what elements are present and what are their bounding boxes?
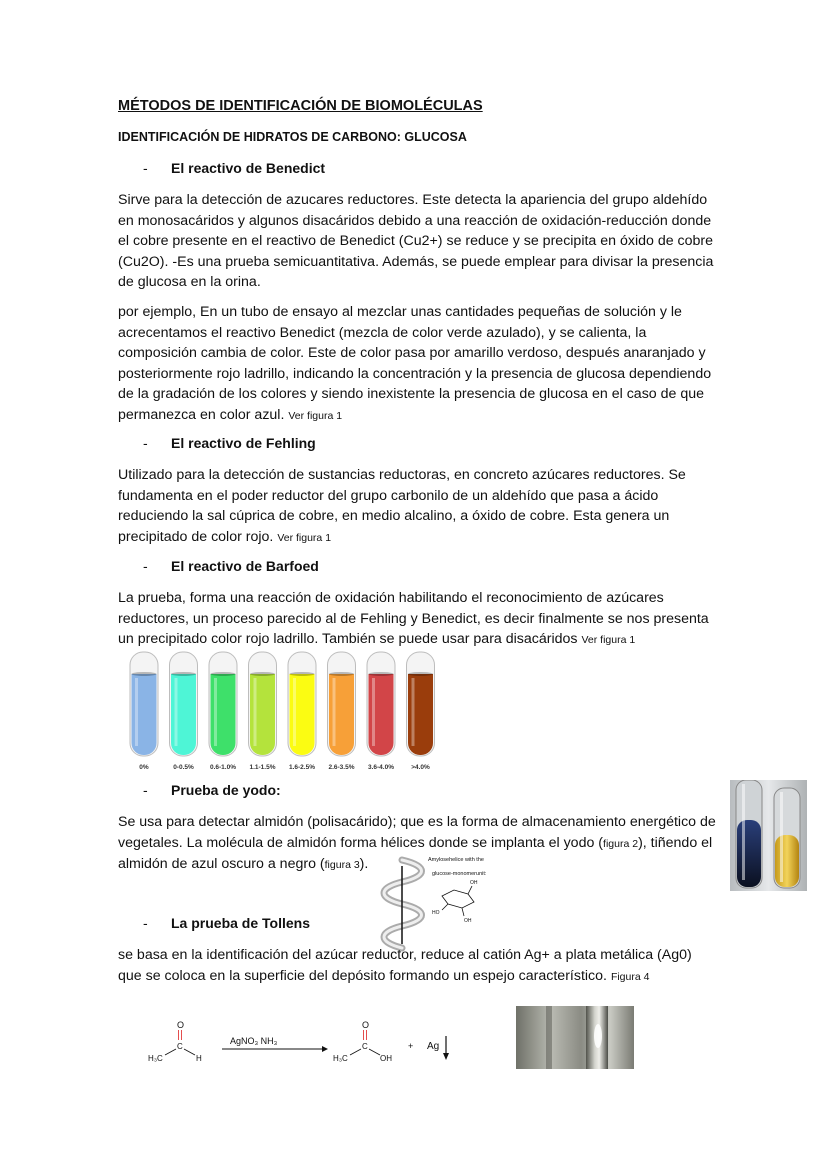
silver-mirror-photo (516, 1006, 634, 1069)
tube-label: 1.1-1.5% (249, 764, 276, 771)
hydroxyl-label: OH (380, 1054, 392, 1063)
bullet-dash: - (143, 915, 148, 931)
methyl-label: H₃C (333, 1054, 348, 1063)
carbon-label: C (362, 1042, 368, 1051)
barfoed-paragraph (118, 588, 718, 651)
glucose-ring-icon (442, 886, 474, 916)
yodo-heading (143, 782, 281, 798)
plus-sign: + (408, 1041, 414, 1051)
oh-label: OH (470, 880, 478, 886)
yodo-text-a: Se usa para detectar almidón (polisacárido); que es la forma de almacenamiento energético de vegetales. La molécula de almidón forma hélices donde se implanta el yodo ( (118, 814, 716, 851)
tube-label: 0.6-1.0% (209, 764, 237, 771)
oxygen-label: O (362, 1020, 370, 1030)
bullet-dash: - (143, 435, 148, 451)
barfoed-heading-text: El reactivo de Barfoed (171, 558, 319, 574)
tube-label: >4.0% (411, 764, 430, 771)
oh-label: OH (464, 918, 472, 924)
benedict-paragraph-1: Sirve para la detección de azucares reductores. Este detecta la apariencia del grupo aldehído en monosacáridos y algunos disacáridos debido a una reacción de oxidación-reducción donde el cobre presente en el reactivo de Benedict (Cu2+) se reduce y se precipita en óxido de cobre (Cu2O). -Es una prueba semicuantitativa. Además, se puede emplear para divisar la presencia de glucosa en la orina. (118, 192, 714, 291)
tube-label: 3.6-4.0% (367, 764, 395, 771)
tube-label: 1.6-2.5% (288, 764, 316, 771)
figure-reference: Figura 4 (610, 970, 650, 983)
barfoed-paragraph-text: La prueba, forma una reacción de oxidación habilitando el reconocimiento de azúcares reductores, un proceso parecido al de Fehling y Benedict, es decir finalmente se nos presenta un precipitado color rojo ladrillo. También se puede usar para disacáridos (118, 590, 709, 648)
oxygen-label: O (177, 1020, 185, 1030)
fehling-paragraph (118, 465, 718, 548)
reagent-label: AgNO₃ NH₃ (230, 1036, 278, 1046)
benedict-heading (143, 160, 325, 176)
section-subtitle: IDENTIFICACIÓN DE HIDRATOS DE CARBONO: GLUCOSA (118, 130, 467, 144)
carbon-label: C (177, 1042, 183, 1051)
tollens-paragraph (118, 945, 716, 987)
tube-label: 0% (139, 764, 149, 771)
fehling-heading-text: El reactivo de Fehling (171, 435, 316, 451)
bullet-dash: - (143, 782, 148, 798)
helix-caption-line-1: Amylosehelice with the (428, 857, 484, 863)
tollens-reaction-scheme (140, 1018, 470, 1070)
figure-reference: Ver figura 1 (581, 634, 636, 647)
yodo-text-c: ). (359, 856, 369, 873)
figure-reference: Ver figura 1 (288, 409, 343, 422)
bullet-dash: - (143, 160, 148, 176)
figure-reference: figura 3 (324, 859, 360, 872)
barfoed-heading (143, 558, 319, 574)
iodine-test-photo (730, 780, 807, 891)
benedict-heading-text: El reactivo de Benedict (171, 160, 326, 176)
page-title: MÉTODOS DE IDENTIFICACIÓN DE BIOMOLÉCULAS (118, 98, 483, 114)
tollens-heading-text: La prueba de Tollens (171, 915, 310, 931)
amylose-helix-figure (380, 852, 498, 952)
fehling-paragraph-text: Utilizado para la detección de sustancias reductoras, en concreto azúcares reductores. Se fundamenta en el poder reductor del grupo carbonilo de un aldehído que pasa a ácido reduciendo la sal cúprica de cobre, en medio alcalino, a óxido de cobre. Esta genera un precipitado de color rojo. (118, 467, 686, 545)
fehling-heading (143, 435, 316, 451)
figure-reference: figura 2 (603, 837, 639, 850)
helix-caption-line-2: glucose-monomerunit: (432, 871, 487, 877)
benedict-paragraph-2-text: por ejemplo, En un tubo de ensayo al mezclar unas cantidades pequeñas de solución y le acrecentamos el reactivo Benedict (mezcla de color verde azulado), y se calienta, la composición cambia de color. Este de color pasa por amarillo verdoso, después anaranjado y posteriormente rojo ladrillo, indicando la concentración y la presencia de glucosa dependiendo de la gradación de los colores y siendo inexistente la presencia de glucosa en el caso de que permanezca en color azul. (118, 304, 712, 423)
tube-label: 2.6-3.5% (328, 764, 355, 771)
tollens-paragraph-text: se basa en la identificación del azúcar reductor, reduce al catión Ag+ a plata metálica (Ag0) que se coloca en la superficie del depósito formando un espejo característico. (118, 947, 692, 984)
yodo-text-b: ), tiñendo el almidón de azul oscuro a negro ( (118, 834, 713, 873)
yodo-heading-text: Prueba de yodo: (171, 782, 281, 798)
figure-reference: Ver figura 1 (277, 531, 332, 544)
benedict-tubes-figure (120, 648, 450, 774)
ho-label: HO (432, 910, 440, 916)
tube-label: 0-0.5% (173, 764, 194, 771)
silver-label: Ag (427, 1041, 440, 1052)
benedict-paragraph-2 (118, 302, 718, 427)
methyl-label: H₃C (148, 1054, 163, 1063)
hydrogen-label: H (196, 1054, 202, 1063)
bullet-dash: - (143, 558, 148, 574)
tollens-heading (143, 915, 310, 931)
